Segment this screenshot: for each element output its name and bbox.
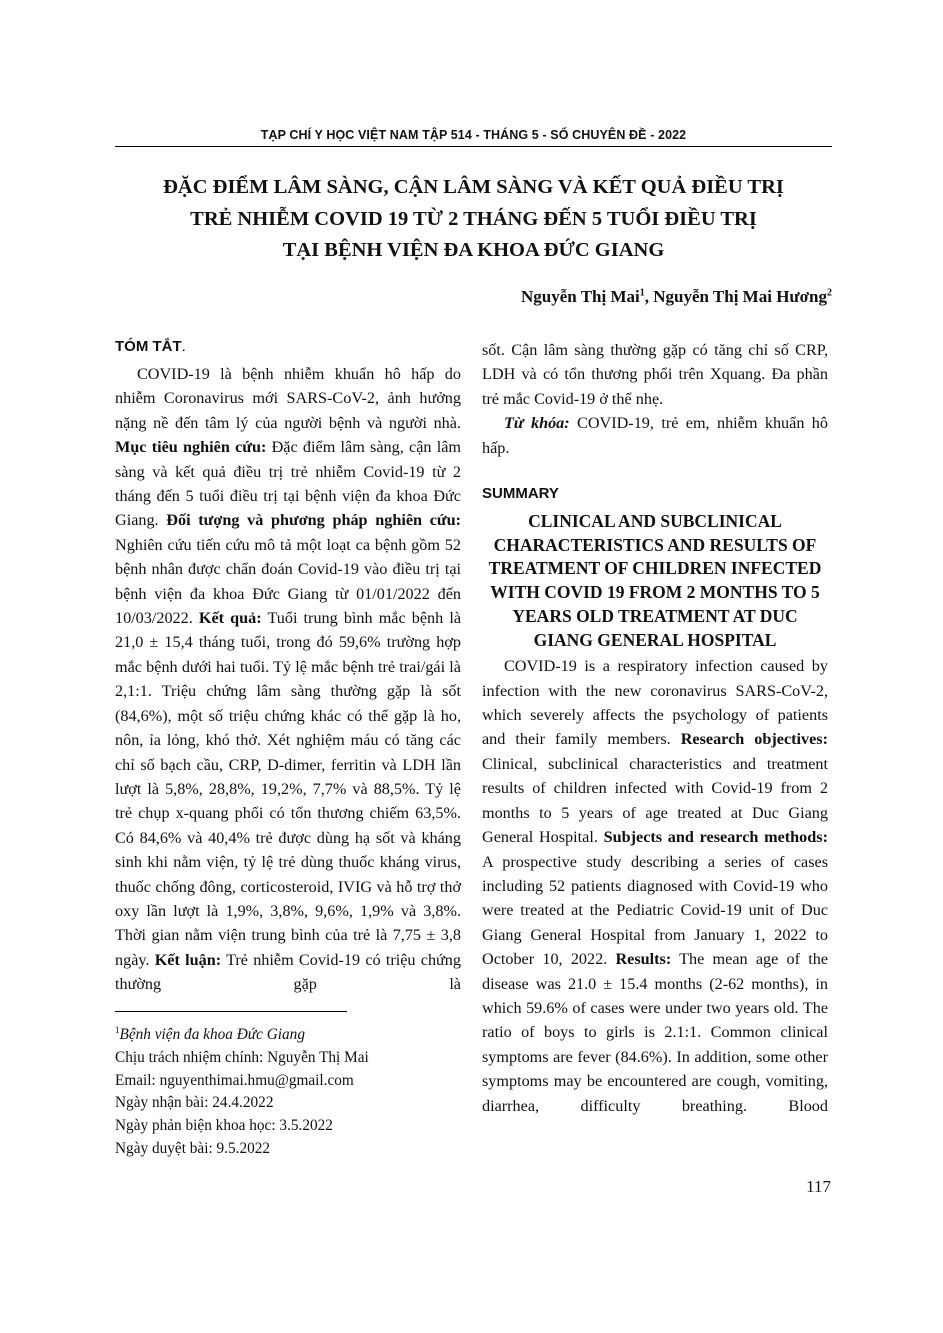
page-number: 117 xyxy=(806,1177,831,1196)
email: Email: nguyenthimai.hmu@gmail.com xyxy=(115,1071,354,1089)
abstract-text: Nghiên cứu tiến cứu mô tả một loạt ca bệnh gồm 52 bệnh nhân được chẩn đoán Covid-19 vào điều trị tại bệnh viện đa khoa Đức Giang từ 01/01/2022 đến 10/03/2022. xyxy=(115,535,461,628)
keywords-label: Từ khóa: xyxy=(504,414,570,433)
keywords-text: COVID-19, trẻ em, nhiễm khuẩn hô hấp. xyxy=(482,414,828,457)
corresponding-author: Chịu trách nhiệm chính: Nguyễn Thị Mai xyxy=(115,1048,369,1066)
header-rule xyxy=(115,146,832,147)
left-column xyxy=(115,335,461,997)
author-list xyxy=(521,287,832,307)
footnote-affiliation xyxy=(115,1019,369,1047)
footnote-rule xyxy=(115,1011,347,1012)
summary-text: A prospective study describing a series of cases including 52 patients diagnosed with Covid-19 who were treated at the Pediatric Covid-19 unit of Duc Giang General Hospital from January 1, 2022 to October 10, 2022. xyxy=(482,852,828,969)
author-separator: , xyxy=(644,287,654,306)
title-line: TẠI BỆNH VIỆN ĐA KHOA ĐỨC GIANG xyxy=(282,239,665,261)
journal-running-header: TẠP CHÍ Y HỌC VIỆT NAM TẬP 514 - THÁNG 5 - SỐ CHUYÊN ĐỀ - 2022 xyxy=(260,128,687,142)
title-line: TRẺ NHIỄM COVID 19 TỪ 2 THÁNG ĐẾN 5 TUỔI ĐIỀU TRỊ xyxy=(190,207,757,230)
right-column xyxy=(482,338,828,1118)
abstract-label-objectives: Mục tiêu nghiên cứu: xyxy=(115,438,267,457)
footnote xyxy=(115,1019,369,1160)
summary-paragraph xyxy=(482,654,828,1118)
abstract-text: Trẻ nhiễm Covid-19 có triệu chứng thường gặp là xyxy=(115,950,461,994)
abstract-label-results: Kết quả: xyxy=(198,609,262,628)
abstract-heading xyxy=(115,335,461,359)
abstract-heading-text: TÓM TẮT xyxy=(115,338,182,355)
summary-label-objectives: Research objectives: xyxy=(680,730,828,749)
abstract-text: Đặc điểm lâm sàng, cận lâm sàng và kết quả điều trị trẻ nhiễm Covid-19 từ 2 tháng đến 5 tuổi điều trị tại bệnh viện đa khoa Đức Giang. xyxy=(115,438,461,530)
footnote-mark: 1 xyxy=(115,1025,120,1035)
date-received: Ngày nhận bài: 24.4.2022 xyxy=(115,1094,274,1112)
author-name: Nguyễn Thị Mai Hương xyxy=(653,287,827,306)
summary-text: Clinical, subclinical characteristics and treatment results of children infected with Covid-19 from 2 months to 5 years of age treated at Duc Giang General Hospital. xyxy=(482,754,828,847)
heading-dot: . xyxy=(181,338,186,355)
abstract-label-methods: Đối tượng và phương pháp nghiên cứu: xyxy=(166,511,461,530)
date-accepted: Ngày duyệt bài: 9.5.2022 xyxy=(115,1139,271,1157)
summary-label-methods: Subjects and research methods: xyxy=(603,828,828,847)
abstract-label-conclusion: Kết luận: xyxy=(154,950,222,969)
summary-text: COVID-19 is a respiratory infection caused by infection with the new coronavirus SARS-CoV-2, which severely affects the psychology of patients and their family members. xyxy=(482,657,828,749)
summary-heading: SUMMARY xyxy=(482,485,559,503)
date-reviewed: Ngày phản biện khoa học: 3.5.2022 xyxy=(115,1116,333,1134)
affiliation-text: Bệnh viện đa khoa Đức Giang xyxy=(119,1026,305,1044)
abstract-continuation: sốt. Cận lâm sàng thường gặp có tăng chỉ số CRP, LDH và có tổn thương phổi trên Xquang. Đa phần trẻ mắc Covid-19 ở thể nhẹ. xyxy=(482,341,828,408)
author-name: Nguyễn Thị Mai xyxy=(521,287,640,306)
abstract-paragraph xyxy=(115,362,461,997)
article-title xyxy=(115,172,832,267)
title-line: ĐẶC ĐIỂM LÂM SÀNG, CẬN LÂM SÀNG VÀ KẾT QUẢ ĐIỀU TRỊ xyxy=(163,176,784,198)
keywords xyxy=(482,411,828,460)
summary-text: The mean age of the disease was 21.0 ± 15.4 months (2-62 months), in which 59.6% of cases were under two years old. The ratio of boys to girls is 2.1:1. Common clinical symptoms are fever (84.6%). In addition, some other symptoms may be encountered are cough, vomiting, diarrhea, difficulty breathing. Blood xyxy=(482,950,828,1115)
author-affiliation-mark: 2 xyxy=(827,287,832,299)
english-title: CLINICAL AND SUBCLINICAL CHARACTERISTICS AND RESULTS OF TREATMENT OF CHILDREN INFECTED WITH COVID 19 FROM 2 MONTHS TO 5 YEARS OLD TREATMENT AT DUC GIANG GENERAL HOSPITAL xyxy=(488,511,822,650)
abstract-text: COVID-19 là bệnh nhiễm khuẩn hô hấp do nhiễm Coronavirus mới SARS-CoV-2, ảnh hưởng nặng nề đến tâm lý của người bệnh và người nhà. xyxy=(115,365,461,432)
author-affiliation-mark: 1 xyxy=(639,287,645,299)
summary-label-results: Results: xyxy=(615,950,672,969)
abstract-text: Tuổi trung bình mắc bệnh là 21,0 ± 15,4 tháng tuổi, trong đó 59,6% trường hợp mắc bệnh dưới hai tuổi. Tỷ lệ mắc bệnh trẻ trai/gái là 2,1:1. Triệu chứng lâm sàng thường gặp là sốt (84,6%), một số triệu chứng khác có thể gặp là ho, nôn, ỉa lỏng, khó thở. Xét nghiệm máu có tăng các chỉ số bạch cầu, CRP, D-dimer, ferritin và LDH lần lượt là 5,8%, 28,8%, 19,2%, 7,7% và 88,5%. Tỷ lệ trẻ chụp x-quang phổi có tổn thương chiếm 63,5%. Có 84,6% và 40,4% trẻ được dùng hạ sốt và kháng sinh khi nằm viện, tỷ lệ trẻ dùng thuốc kháng virus, thuốc chống đông, corticosteroid, IVIG và hỗ trợ thở oxy lần lượt là 1,9%, 3,8%, 9,6%, 1,9% và 3,8%. Thời gian nằm viện trung bình của trẻ là 7,75 ± 3,8 ngày. xyxy=(115,609,461,969)
